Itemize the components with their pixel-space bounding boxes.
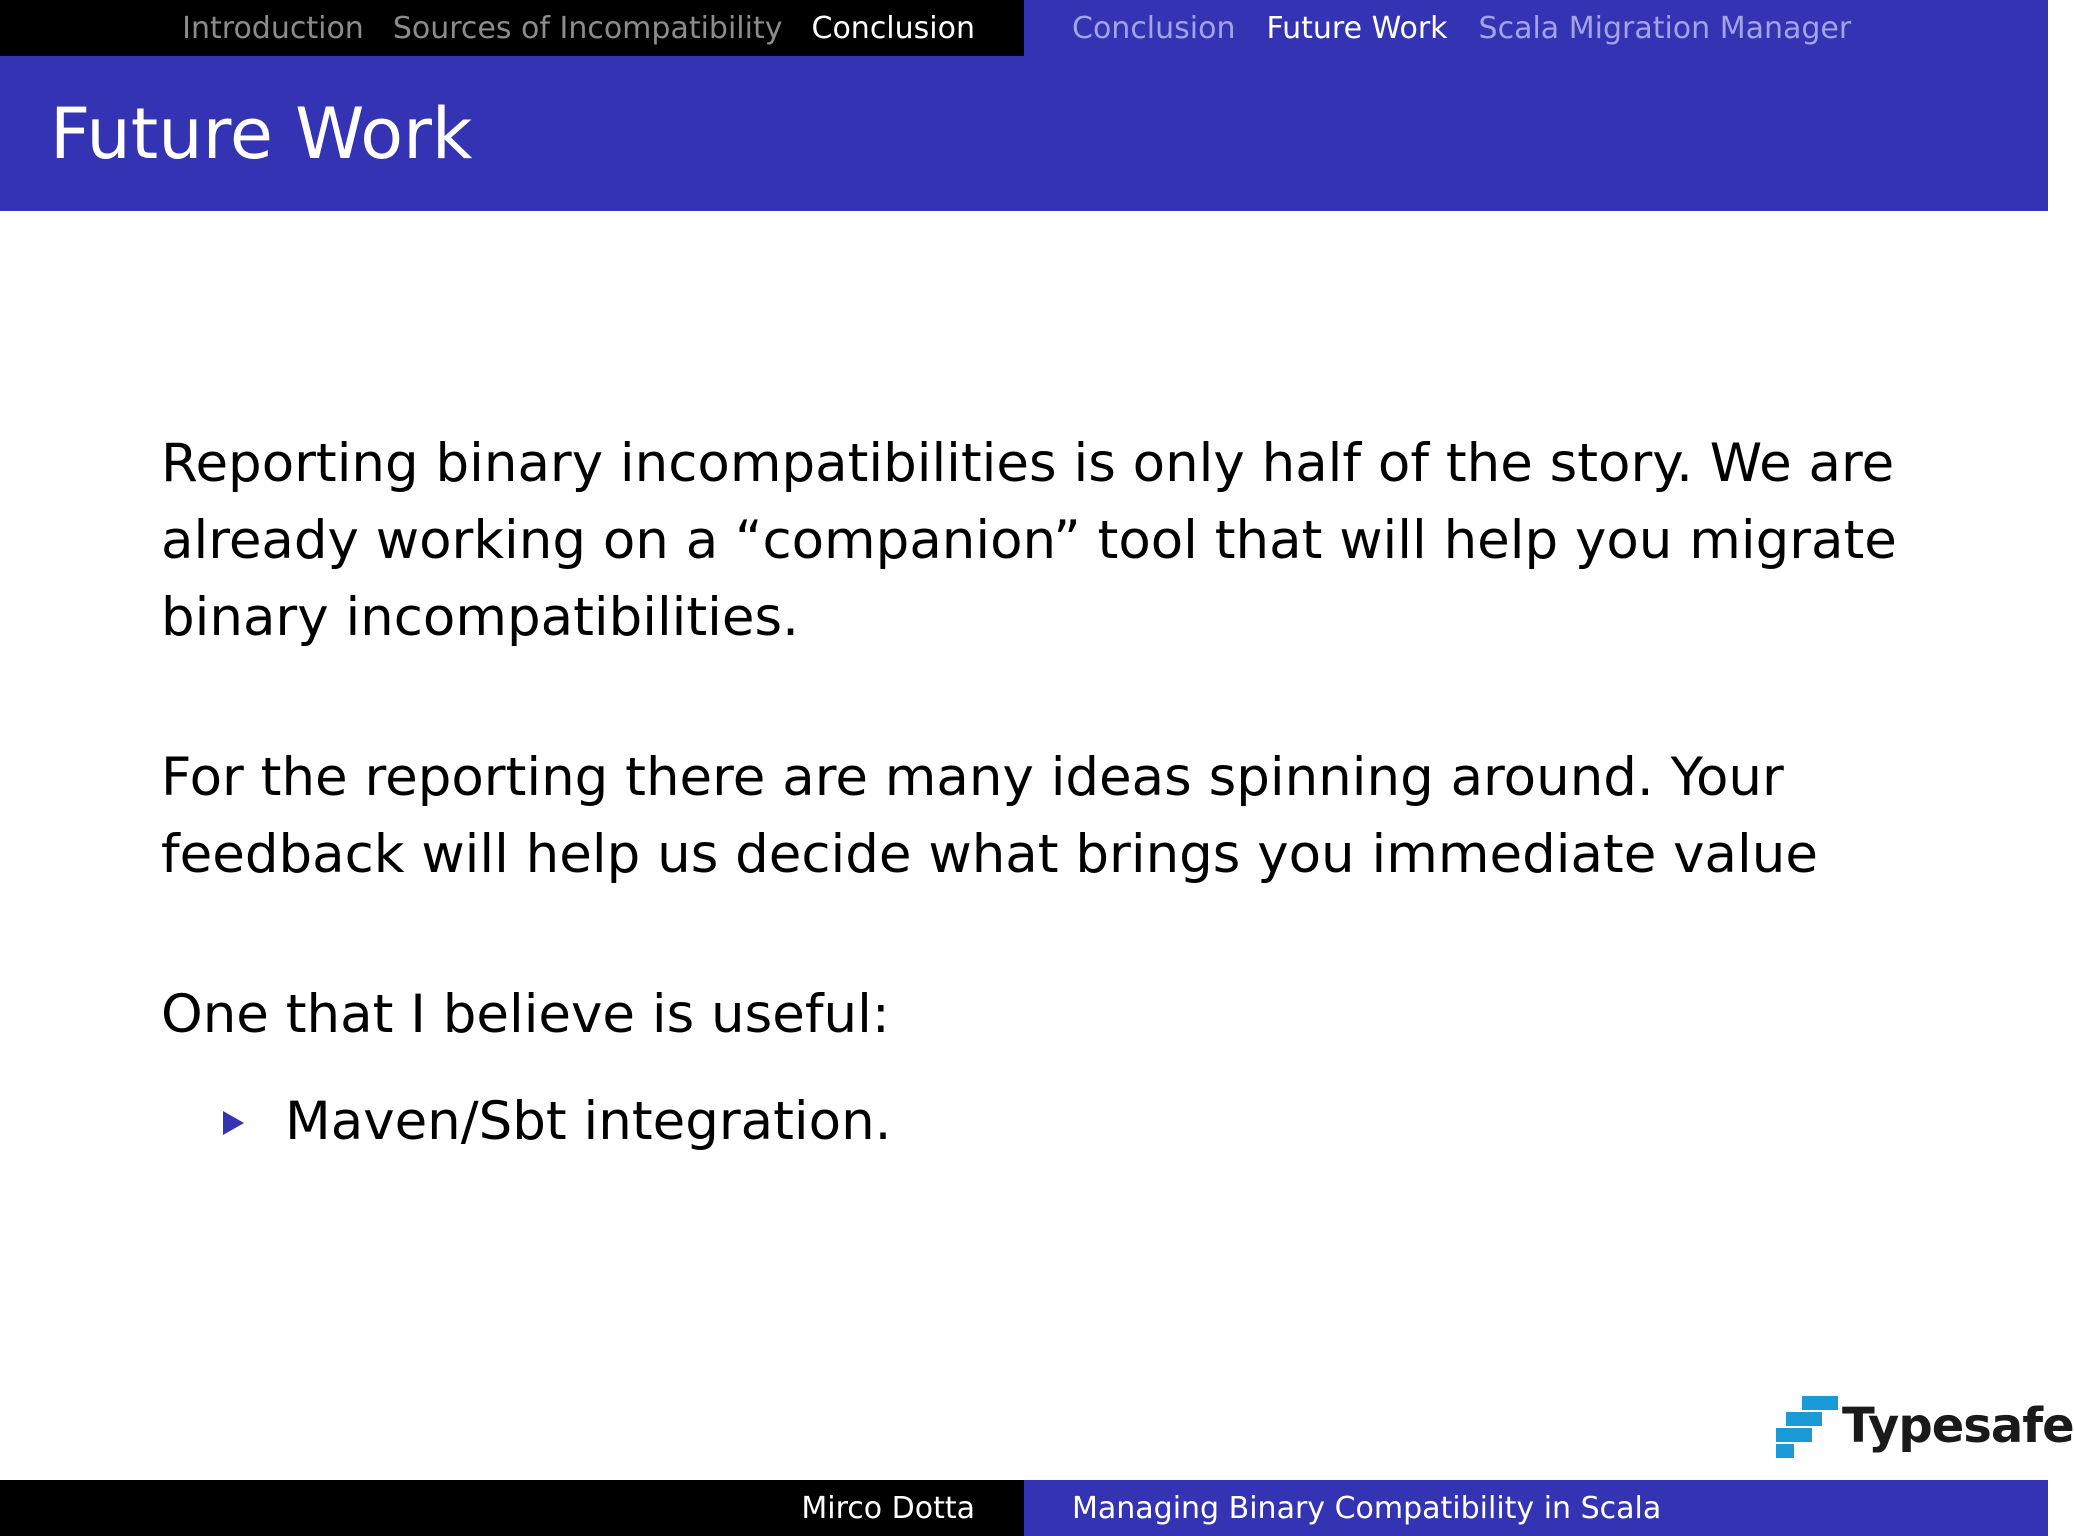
slide-title: Future Work — [50, 92, 473, 175]
subsection-navigation — [1024, 0, 2048, 56]
slide-body — [161, 425, 1921, 1160]
bullet-list — [161, 1083, 1921, 1160]
nav-section-introduction[interactable]: Introduction — [182, 10, 364, 46]
nav-section-conclusion[interactable]: Conclusion — [811, 10, 975, 46]
nav-subsection-migration-manager[interactable]: Scala Migration Manager — [1478, 10, 1852, 46]
nav-section-sources[interactable]: Sources of Incompatibility — [392, 10, 783, 46]
typesafe-logo-icon — [1776, 1394, 1838, 1458]
section-navigation — [0, 0, 1024, 56]
frame-title-bar — [0, 56, 2048, 211]
paragraph-useful: One that I believe is useful: — [161, 984, 890, 1045]
nav-subsection-future-work[interactable]: Future Work — [1266, 10, 1448, 46]
paragraph-reporting: Reporting binary incompatibilities is only half of the story. We are already working on a “companion” tool that will help you migrate binary incompatibilities. — [161, 433, 1897, 648]
nav-subsection-conclusion[interactable]: Conclusion — [1072, 10, 1236, 46]
typesafe-logo — [1776, 1394, 2074, 1458]
footline-bar — [0, 1480, 2048, 1536]
headline-bar — [0, 0, 2048, 56]
footer-author: Mirco Dotta — [801, 1490, 975, 1526]
typesafe-logo-text: Typesafe — [1842, 1398, 2074, 1454]
footer-title-box — [1024, 1480, 2048, 1536]
list-item — [161, 1083, 1921, 1160]
paragraph-feedback: For the reporting there are many ideas spinning around. Your feedback will help us decide what brings you immediate value — [161, 747, 1818, 885]
footer-talk-title: Managing Binary Compatibility in Scala — [1072, 1490, 1662, 1526]
footer-author-box — [0, 1480, 1024, 1536]
triangle-bullet-icon — [223, 1111, 244, 1135]
list-item-text: Maven/Sbt integration. — [285, 1091, 892, 1152]
